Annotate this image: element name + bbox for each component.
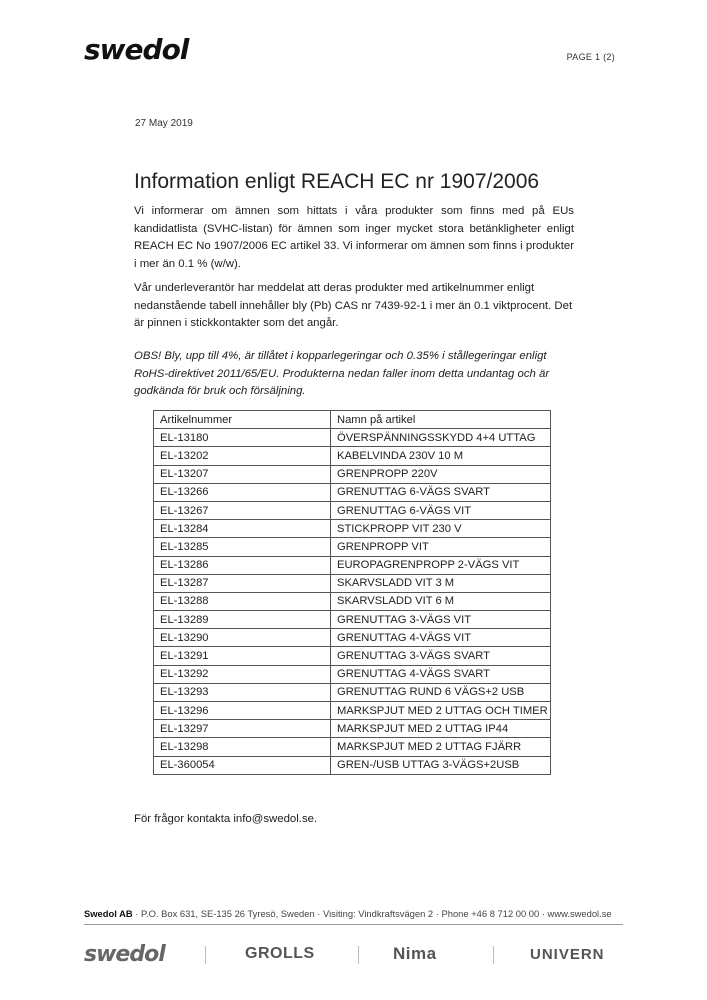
table-row [154, 702, 551, 720]
article-number-cell: EL-13180 [154, 429, 331, 447]
swedol-logo: swedol [84, 33, 189, 66]
article-number-cell: EL-13292 [154, 665, 331, 683]
table-row [154, 720, 551, 738]
intro-paragraph: Vi informerar om ämnen som hittats i våra produkter som finns med på EUs kandidatlista (SVHC-listan) för ämnen som inger mycket stora betänkligheter enligt REACH EC No 1907/2006 EC artikel 33. Vi informerar om ämnen som finns i produkter i mer än 0.1 % (w/w). [134, 205, 574, 270]
article-number-cell: EL-13290 [154, 629, 331, 647]
footer-address-text: · P.O. Box 631, SE-135 26 Tyresö, Sweden · Visiting: Vindkraftsvägen 2 · Phone +46 8 712 00 00 · www.swedol.se [132, 908, 612, 919]
article-name-cell: GRENUTTAG 4-VÄGS SVART [331, 665, 551, 683]
table-row [154, 447, 551, 465]
article-number-cell: EL-13298 [154, 738, 331, 756]
table-row [154, 665, 551, 683]
article-name-cell: ÖVERSPÄNNINGSSKYDD 4+4 UTTAG [331, 429, 551, 447]
document-date: 27 May 2019 [135, 118, 193, 129]
obs-paragraph: OBS! Bly, upp till 4%, är tillåtet i kopparlegeringar och 0.35% i stållegeringar enligt RoHS-direktivet 2011/65/EU. Produkterna nedan faller inom detta undantag och är godkända för bruk och försäljning. [134, 350, 550, 398]
column-header-article-number: Artikelnummer [154, 411, 331, 429]
article-number-cell: EL-13284 [154, 520, 331, 538]
article-name-cell: GREN-/USB UTTAG 3-VÄGS+2USB [331, 756, 551, 774]
brand-separator [205, 946, 206, 964]
brand-logo-nima: Nima [393, 944, 437, 963]
brand-logo-swedol: swedol [84, 942, 165, 967]
table-row [154, 756, 551, 774]
footer-divider [84, 924, 623, 925]
article-name-cell: MARKSPJUT MED 2 UTTAG OCH TIMER [331, 702, 551, 720]
table-row [154, 647, 551, 665]
table-row [154, 520, 551, 538]
article-number-cell: EL-13287 [154, 574, 331, 592]
article-name-cell: MARKSPJUT MED 2 UTTAG IP44 [331, 720, 551, 738]
table-row [154, 538, 551, 556]
article-table [153, 410, 551, 775]
article-number-cell: EL-13267 [154, 501, 331, 519]
article-name-cell: KABELVINDA 230V 10 M [331, 447, 551, 465]
article-number-cell: EL-13288 [154, 592, 331, 610]
brand-separator [358, 946, 359, 964]
article-name-cell: SKARVSLADD VIT 3 M [331, 574, 551, 592]
article-number-cell: EL-13202 [154, 447, 331, 465]
footer-company: Swedol AB [84, 908, 133, 919]
table-row [154, 465, 551, 483]
article-name-cell: GRENUTTAG 4-VÄGS VIT [331, 629, 551, 647]
article-number-cell: EL-13207 [154, 465, 331, 483]
table-row [154, 556, 551, 574]
table-row [154, 683, 551, 701]
article-number-cell: EL-13286 [154, 556, 331, 574]
brand-separator [493, 946, 494, 964]
table-row [154, 592, 551, 610]
article-name-cell: GRENUTTAG 3-VÄGS SVART [331, 647, 551, 665]
page-number: PAGE 1 (2) [566, 52, 615, 62]
document-title: Information enligt REACH EC nr 1907/2006 [134, 170, 540, 193]
article-name-cell: GRENPROPP 220V [331, 465, 551, 483]
article-number-cell: EL-13289 [154, 611, 331, 629]
supplier-paragraph: Vår underleverantör har meddelat att deras produkter med artikelnummer enligt nedanstående tabell innehåller bly (Pb) CAS nr 7439-92-1 i mer än 0.1 viktprocent. Det är pinnen i stickkontakter som det angår. [134, 282, 573, 330]
table-row [154, 738, 551, 756]
table-row [154, 501, 551, 519]
article-name-cell: GRENUTTAG 3-VÄGS VIT [331, 611, 551, 629]
contact-text: För frågor kontakta info@swedol.se. [134, 813, 318, 825]
article-name-cell: STICKPROPP VIT 230 V [331, 520, 551, 538]
article-name-cell: GRENUTTAG 6-VÄGS VIT [331, 501, 551, 519]
article-number-cell: EL-13285 [154, 538, 331, 556]
column-header-article-name: Namn på artikel [331, 411, 551, 429]
article-name-cell: MARKSPJUT MED 2 UTTAG FJÄRR [331, 738, 551, 756]
article-number-cell: EL-13291 [154, 647, 331, 665]
table-row [154, 611, 551, 629]
table-row [154, 574, 551, 592]
article-number-cell: EL-13266 [154, 483, 331, 501]
article-number-cell: EL-360054 [154, 756, 331, 774]
article-number-cell: EL-13293 [154, 683, 331, 701]
article-name-cell: SKARVSLADD VIT 6 M [331, 592, 551, 610]
article-name-cell: EUROPAGRENPROPP 2-VÄGS VIT [331, 556, 551, 574]
table-row [154, 429, 551, 447]
article-number-cell: EL-13296 [154, 702, 331, 720]
footer-address [84, 908, 612, 919]
table-row [154, 629, 551, 647]
brand-logo-grolls: GROLLS [245, 945, 315, 962]
table-row [154, 483, 551, 501]
article-name-cell: GRENUTTAG RUND 6 VÄGS+2 USB [331, 683, 551, 701]
table-header-row [154, 411, 551, 429]
article-number-cell: EL-13297 [154, 720, 331, 738]
article-name-cell: GRENUTTAG 6-VÄGS SVART [331, 483, 551, 501]
article-name-cell: GRENPROPP VIT [331, 538, 551, 556]
brand-logo-univern: UNIVERN [530, 946, 605, 963]
